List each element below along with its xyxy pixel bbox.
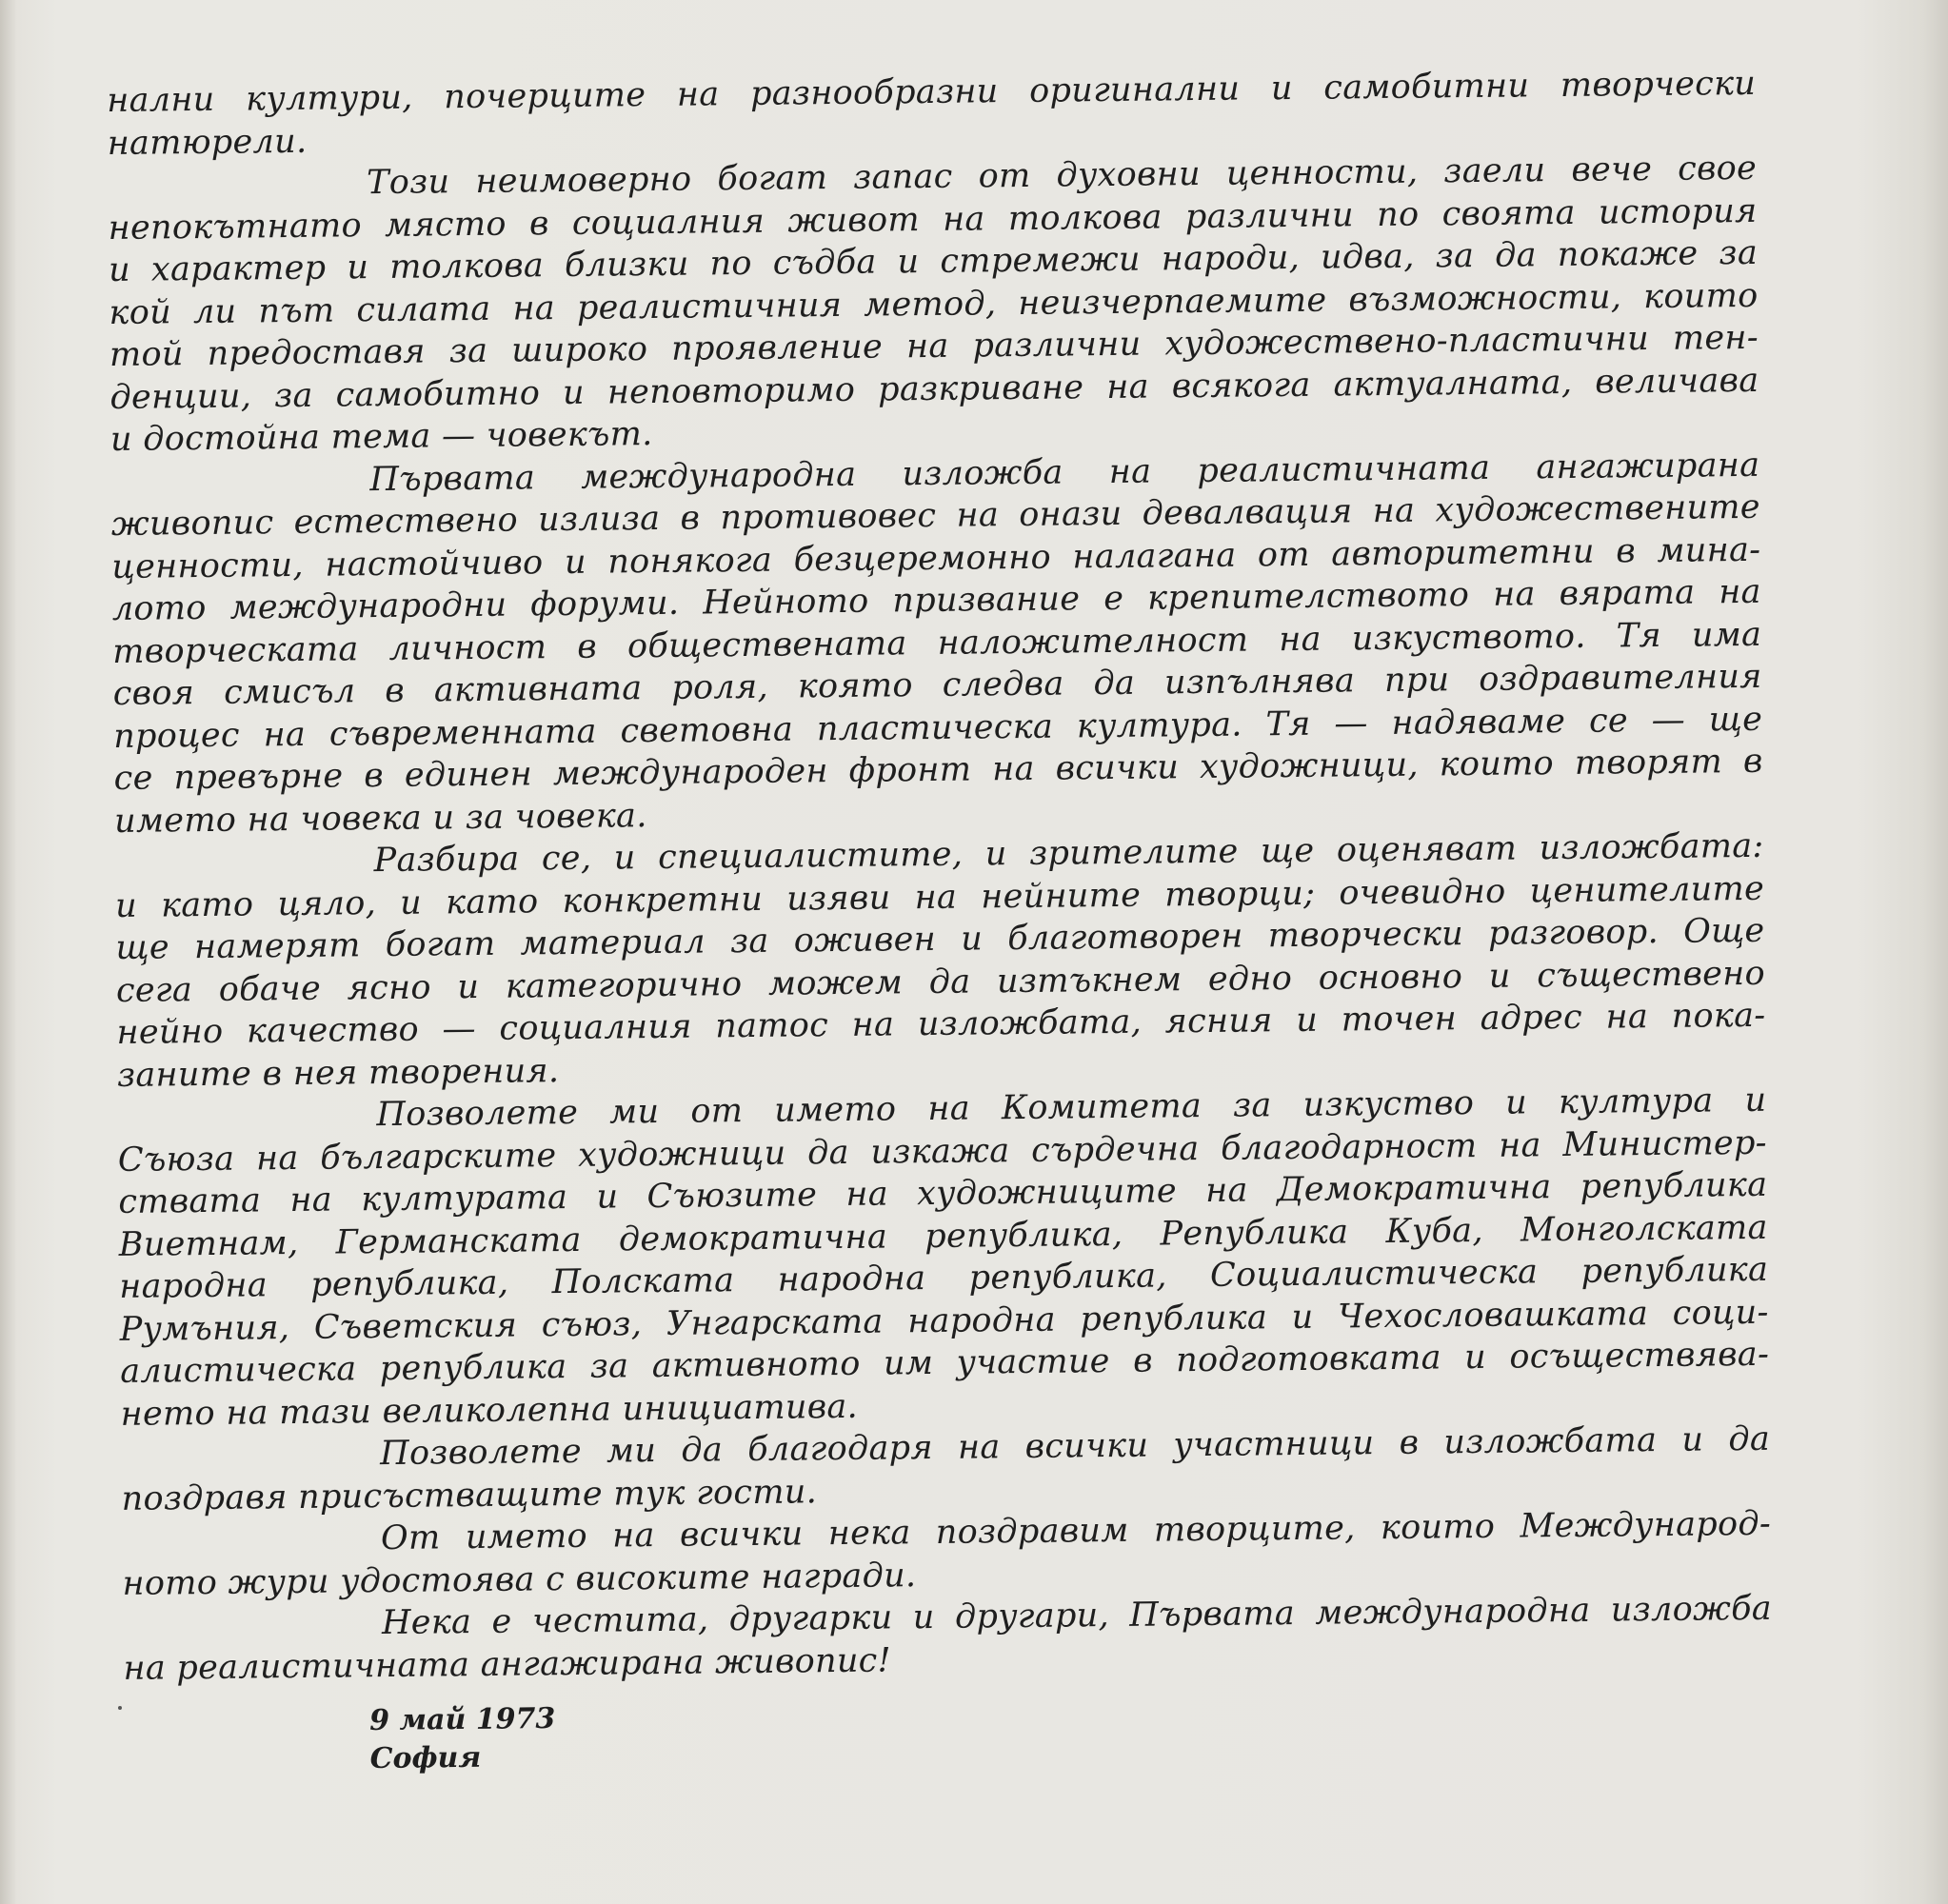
text-line: натюрели.	[107, 122, 308, 163]
text-line: Румъния, Съветския съюз, Унгарската народна република и Чехословашката соци-	[119, 1293, 1769, 1349]
text-line: поздравя присъстващите тук гости.	[121, 1472, 818, 1518]
text-line: процес на съвременната световна пластическа култура. Тя — надяваме се — ще	[113, 700, 1763, 756]
paragraph-start-line: Разбира се, и специалистите, и зрителите ще оценяват изложбата:	[373, 826, 1764, 881]
text-line: своя смисъл в активната роля, която следва да изпълнява при оздравителния	[112, 657, 1762, 713]
body-text	[107, 63, 1773, 1690]
text-line: и достойна тема — човекът.	[109, 415, 653, 459]
text-line: нални култури, почерците на разнообразни оригинални и самобитни творчески	[107, 64, 1757, 120]
ink-speck	[118, 1706, 122, 1710]
document-date: 9 май 1973	[369, 1701, 556, 1737]
text-line: ценности, настойчиво и понякога безцеремонно налагана от авторитетни в мина-	[111, 530, 1761, 586]
text-line: лото международни форуми. Нейното призвание е крепителството на вярата на	[111, 572, 1761, 628]
text-line: се превърне в единен международен фронт на всички художници, които творят в	[113, 742, 1763, 798]
paragraph-start-line: Позволете ми от името на Комитета за изкуство и култура и	[376, 1081, 1767, 1135]
text-line: и характер и толкова близки по съдба и стремежи народи, идва, за да покаже за	[108, 233, 1759, 289]
paragraph-start-line: Първата международна изложба на реалистичната ангажирана	[369, 446, 1760, 499]
text-line: и като цяло, и като конкретни изяви на нейните творци; очевидно ценителите	[114, 869, 1765, 925]
text-line: творческата личност в обществената наложителност на изкуството. Тя има	[112, 615, 1762, 671]
text-line: ствата на културата и Съюзите на художниците на Демократична република	[118, 1165, 1768, 1221]
paragraph-start-line: Този неимоверно богат запас от духовни ценности, заели вече свое	[366, 149, 1758, 203]
text-line: нейно качество — социалния патос на изложбата, ясния и точен адрес на пока-	[116, 996, 1766, 1052]
paragraph-start-line: Нека е честита, другарки и другари, Първата международна изложба	[381, 1589, 1773, 1643]
text-line: Съюза на българските художници да изкажа сърдечна благодарност на Министер-	[117, 1123, 1767, 1180]
text-line: ното жури удостоява с високите награди.	[122, 1556, 917, 1603]
text-line: непокътнато място в социалния живот на толкова различни по своята история	[108, 191, 1758, 248]
signature-block	[369, 1700, 556, 1778]
text-line: Виетнам, Германската демократична република, Република Куба, Монголската	[118, 1208, 1768, 1264]
text-line: ще намерят богат материал за оживен и благотворен творчески разговор. Още	[115, 911, 1765, 967]
text-line: той предоставя за широко проявление на различни художествено-пластични тен-	[109, 318, 1759, 374]
text-line: кой ли път силата на реалистичния метод, неизчерпаемите възможности, които	[109, 276, 1759, 332]
document-place: София	[369, 1740, 482, 1775]
text-line: живопис естествено излиза в противовес на онази девалвация на художествените	[110, 487, 1761, 544]
text-line: заните в нея творения.	[116, 1051, 560, 1095]
text-line: народна република, Полската народна република, Социалистическа република	[119, 1250, 1769, 1306]
text-line: денции, за самобитно и неповторимо разкриване на всякога актуалната, величава	[109, 361, 1759, 417]
text-line: името на човека и за човека.	[113, 796, 647, 841]
text-line: сега обаче ясно и категорично можем да изтъкнем едно основно и съществено	[115, 954, 1766, 1010]
text-line: алистическа република за активното им участие в подготовката и осъществява-	[120, 1335, 1770, 1391]
text-line: нето на тази великолепна инициатива.	[120, 1387, 859, 1434]
paragraph-start-line: От името на всички нека поздравим творците, които Международ-	[380, 1504, 1772, 1558]
text-line: на реалистичната ангажирана живопис!	[123, 1640, 892, 1688]
paragraph-start-line: Позволете ми да благодаря на всички участници в изложбата и да	[379, 1419, 1771, 1474]
